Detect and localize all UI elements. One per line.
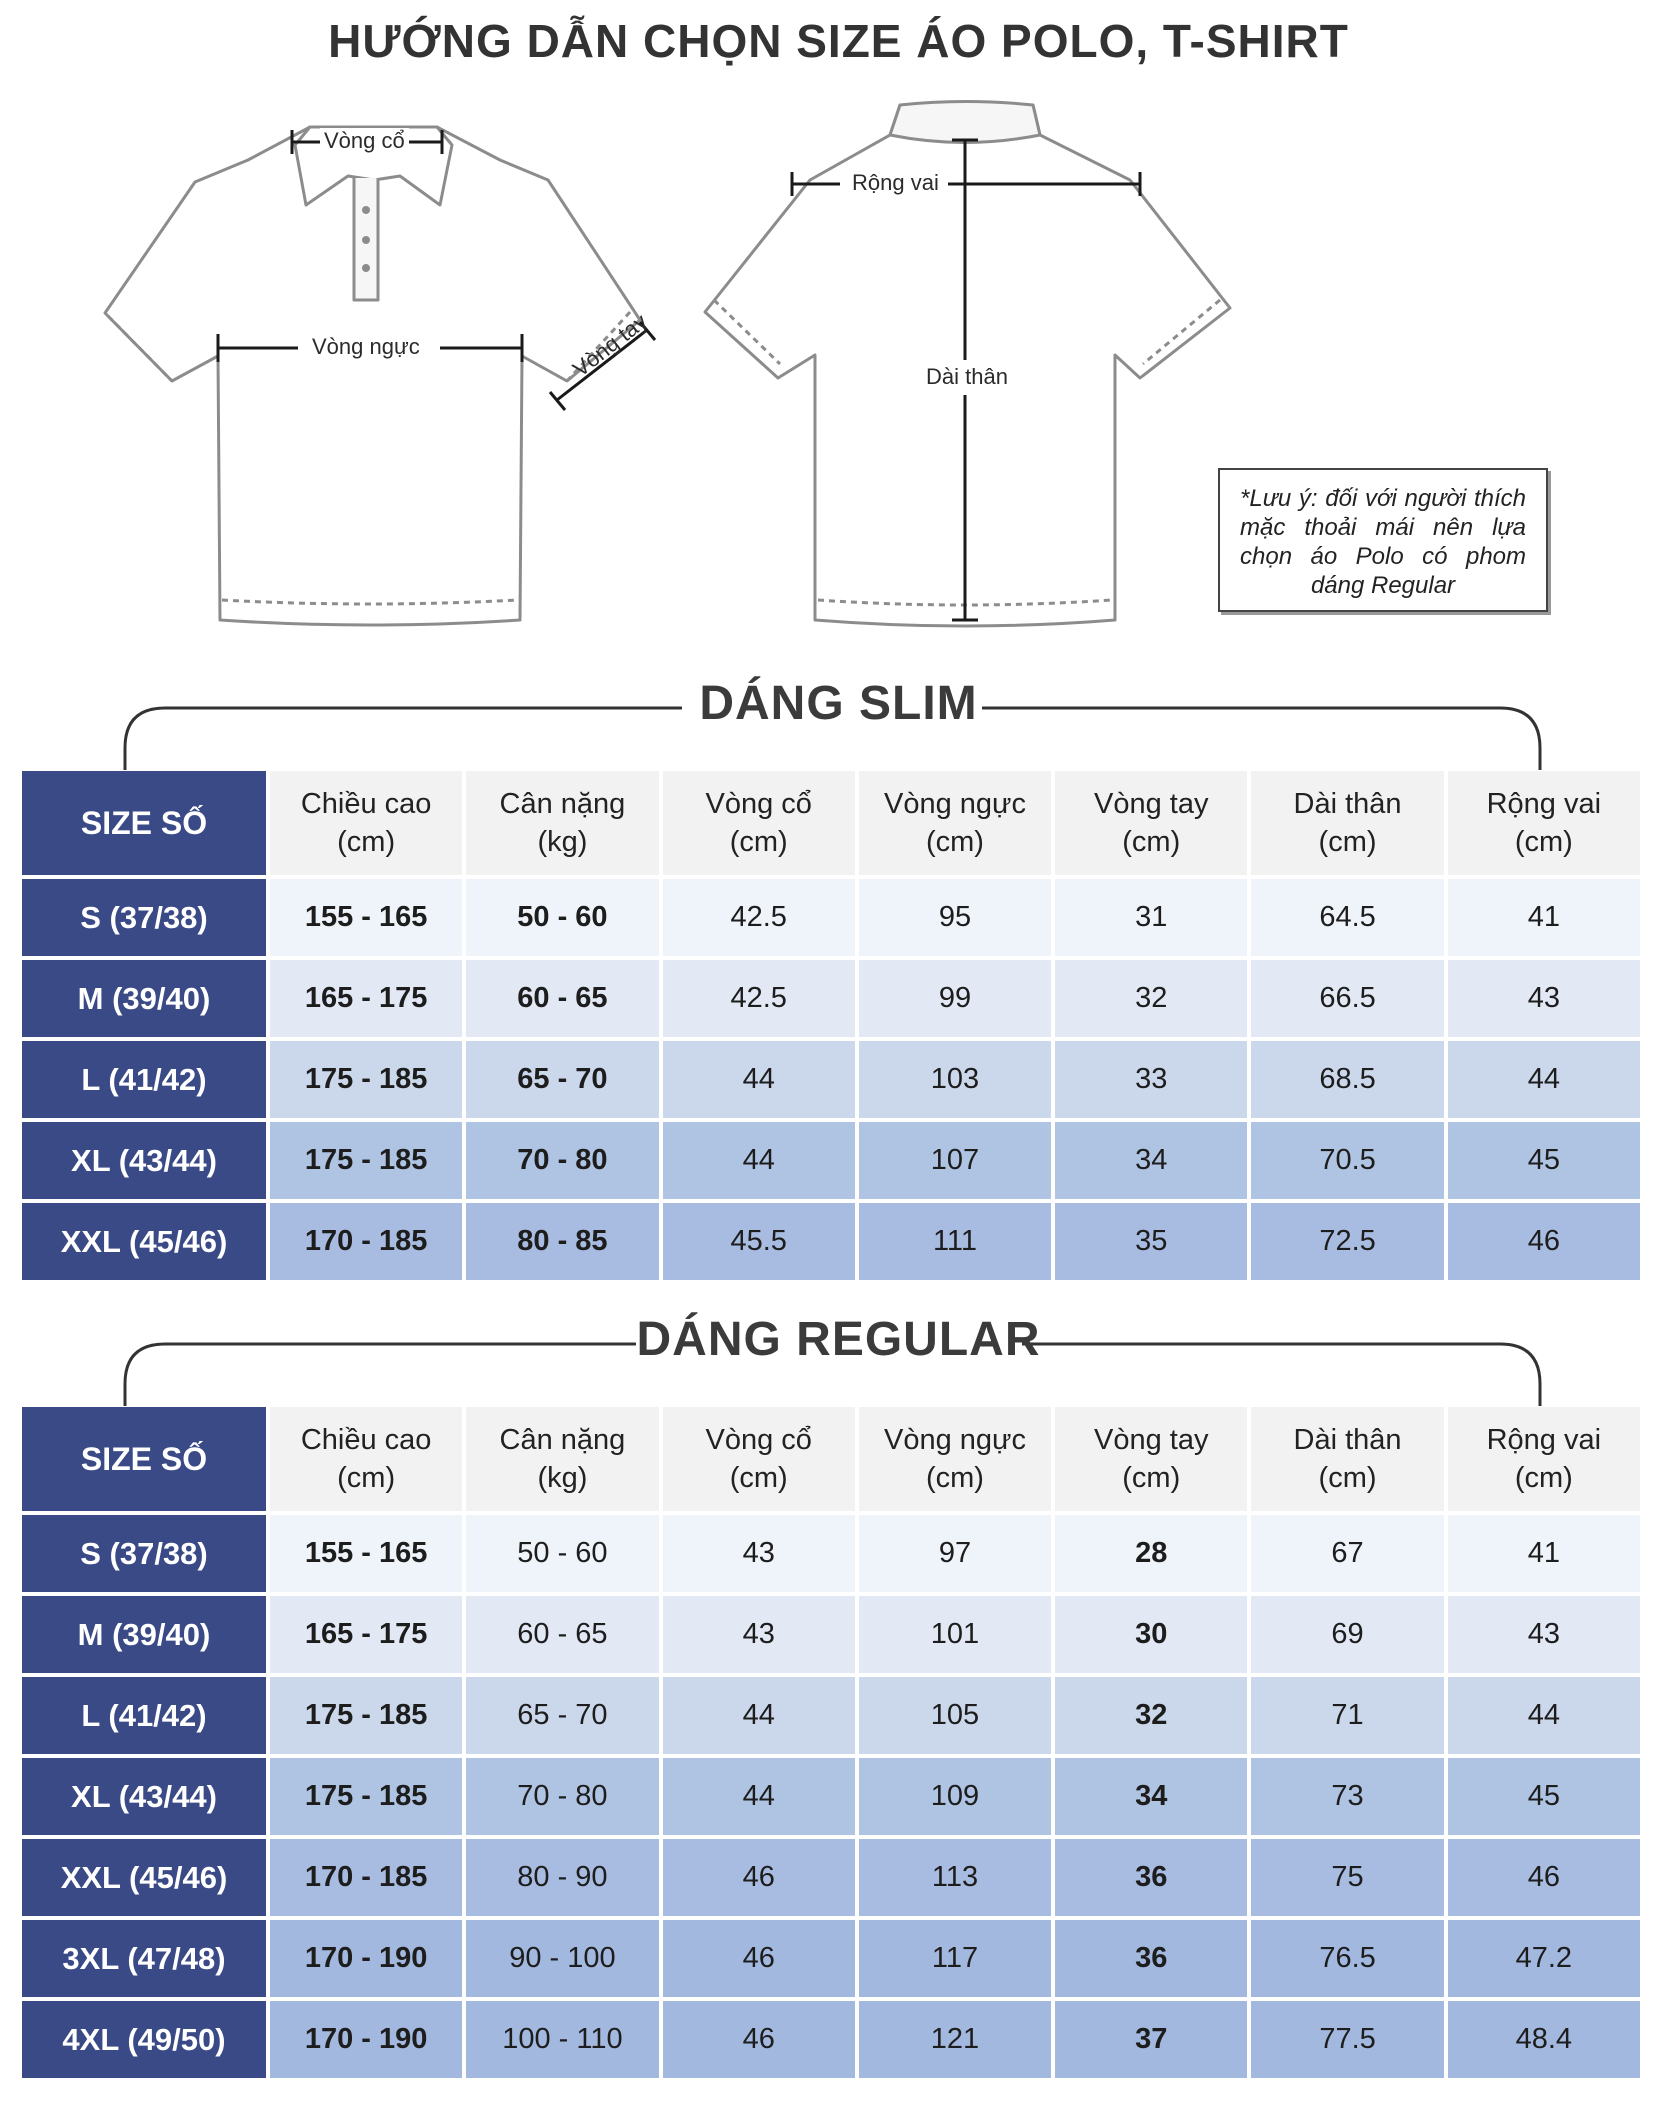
column-unit: (cm) [1318, 826, 1377, 858]
table-row [22, 2001, 1640, 2078]
table-row [22, 1677, 1640, 1754]
table-cell: 44 [663, 1677, 855, 1754]
table-cell: 80 - 85 [466, 1203, 658, 1280]
label-collar: Vòng cổ [320, 128, 409, 154]
table-cell: 105 [859, 1677, 1051, 1754]
table-cell: 103 [859, 1041, 1051, 1118]
column-name: Rộng vai [1486, 1424, 1602, 1456]
table-row [22, 1839, 1640, 1916]
table-cell: 46 [663, 1839, 855, 1916]
table-cell: 34 [1055, 1758, 1247, 1835]
column-unit: (cm) [1514, 1462, 1573, 1494]
column-header [1055, 1407, 1247, 1511]
column-name: Cân nặng [499, 1424, 626, 1456]
table-cell: 109 [859, 1758, 1051, 1835]
table-cell: 170 - 190 [270, 2001, 462, 2078]
size-label: L (41/42) [22, 1041, 266, 1118]
column-header [1448, 1407, 1640, 1511]
table-cell: 46 [663, 2001, 855, 2078]
table-cell: 175 - 185 [270, 1041, 462, 1118]
table-cell: 46 [663, 1920, 855, 1997]
column-name: Vòng tay [1094, 788, 1209, 820]
table-cell: 44 [663, 1758, 855, 1835]
size-label: XXL (45/46) [22, 1203, 266, 1280]
table-cell: 76.5 [1251, 1920, 1443, 1997]
size-label: XXL (45/46) [22, 1839, 266, 1916]
column-name: Rộng vai [1486, 788, 1602, 820]
size-label: S (37/38) [22, 879, 266, 956]
size-header: SIZE SỐ [22, 1407, 266, 1511]
column-header [1251, 1407, 1443, 1511]
table-cell: 68.5 [1251, 1041, 1443, 1118]
table-cell: 71 [1251, 1677, 1443, 1754]
table-cell: 113 [859, 1839, 1051, 1916]
table-cell: 36 [1055, 1839, 1247, 1916]
column-header [859, 771, 1051, 875]
table-cell: 165 - 175 [270, 1596, 462, 1673]
column-header [1055, 771, 1247, 875]
table-row [22, 1041, 1640, 1118]
column-unit: (cm) [1122, 826, 1181, 858]
table-cell: 65 - 70 [466, 1677, 658, 1754]
table-cell: 50 - 60 [466, 879, 658, 956]
table-cell: 73 [1251, 1758, 1443, 1835]
size-label: XL (43/44) [22, 1122, 266, 1199]
column-unit: (cm) [925, 1462, 984, 1494]
table-cell: 46 [1448, 1203, 1640, 1280]
table-cell: 43 [663, 1515, 855, 1592]
table-cell: 99 [859, 960, 1051, 1037]
table-cell: 101 [859, 1596, 1051, 1673]
table-cell: 35 [1055, 1203, 1247, 1280]
table-cell: 70 - 80 [466, 1122, 658, 1199]
size-header: SIZE SỐ [22, 771, 266, 875]
table-cell: 32 [1055, 960, 1247, 1037]
column-name: Vòng ngực [884, 1424, 1026, 1456]
column-header [859, 1407, 1051, 1511]
table-row [22, 1515, 1640, 1592]
size-label: S (37/38) [22, 1515, 266, 1592]
column-header [663, 771, 855, 875]
table-cell: 43 [1448, 960, 1640, 1037]
column-unit: (cm) [337, 1462, 396, 1494]
size-label: M (39/40) [22, 960, 266, 1037]
table-cell: 77.5 [1251, 2001, 1443, 2078]
label-sleeve: Vòng tay [568, 308, 652, 382]
table-cell: 121 [859, 2001, 1051, 2078]
column-name: Vòng tay [1094, 1424, 1209, 1456]
label-length: Dài thân [922, 364, 1012, 390]
table-cell: 117 [859, 1920, 1051, 1997]
table-cell: 43 [663, 1596, 855, 1673]
table-cell: 44 [663, 1041, 855, 1118]
regular-size-table [18, 1403, 1644, 2082]
table-cell: 42.5 [663, 960, 855, 1037]
table-cell: 33 [1055, 1041, 1247, 1118]
table-cell: 175 - 185 [270, 1122, 462, 1199]
table-cell: 72.5 [1251, 1203, 1443, 1280]
table-cell: 60 - 65 [466, 960, 658, 1037]
table-cell: 111 [859, 1203, 1051, 1280]
table-cell: 67 [1251, 1515, 1443, 1592]
column-name: Vòng cổ [705, 788, 812, 820]
size-label: 4XL (49/50) [22, 2001, 266, 2078]
column-name: Cân nặng [499, 788, 626, 820]
table-cell: 32 [1055, 1677, 1247, 1754]
table-cell: 45 [1448, 1122, 1640, 1199]
column-unit: (kg) [537, 1462, 588, 1494]
column-unit: (cm) [729, 1462, 788, 1494]
page-title: HƯỚNG DẪN CHỌN SIZE ÁO POLO, T-SHIRT [328, 15, 1349, 67]
table-cell: 155 - 165 [270, 1515, 462, 1592]
table-cell: 34 [1055, 1122, 1247, 1199]
column-header [663, 1407, 855, 1511]
table-cell: 175 - 185 [270, 1758, 462, 1835]
slim-title: DÁNG SLIM [699, 677, 978, 730]
column-unit: (cm) [1318, 1462, 1377, 1494]
table-row [22, 1758, 1640, 1835]
size-label: 3XL (47/48) [22, 1920, 266, 1997]
back-collar [890, 102, 1040, 143]
size-label: M (39/40) [22, 1596, 266, 1673]
table-cell: 80 - 90 [466, 1839, 658, 1916]
table-row [22, 1203, 1640, 1280]
table-cell: 45 [1448, 1758, 1640, 1835]
column-name: Chiều cao [300, 788, 432, 820]
column-header [1448, 771, 1640, 875]
column-unit: (cm) [1122, 1462, 1181, 1494]
label-shoulder: Rộng vai [846, 170, 945, 196]
column-header [466, 1407, 658, 1511]
table-cell: 43 [1448, 1596, 1640, 1673]
column-unit: (cm) [337, 826, 396, 858]
table-row [22, 1122, 1640, 1199]
regular-title: DÁNG REGULAR [636, 1313, 1041, 1366]
column-header [466, 771, 658, 875]
table-cell: 100 - 110 [466, 2001, 658, 2078]
table-cell: 64.5 [1251, 879, 1443, 956]
table-cell: 45.5 [663, 1203, 855, 1280]
table-cell: 66.5 [1251, 960, 1443, 1037]
table-cell: 70 - 80 [466, 1758, 658, 1835]
column-header [1251, 771, 1443, 875]
table-cell: 28 [1055, 1515, 1247, 1592]
table-cell: 41 [1448, 1515, 1640, 1592]
table-cell: 170 - 190 [270, 1920, 462, 1997]
column-unit: (cm) [1514, 826, 1573, 858]
table-row [22, 879, 1640, 956]
table-cell: 60 - 65 [466, 1596, 658, 1673]
slim-size-table [18, 767, 1644, 1284]
column-unit: (kg) [537, 826, 588, 858]
table-cell: 165 - 175 [270, 960, 462, 1037]
column-name: Vòng cổ [705, 1424, 812, 1456]
table-cell: 44 [1448, 1041, 1640, 1118]
table-cell: 44 [663, 1122, 855, 1199]
table-cell: 155 - 165 [270, 879, 462, 956]
table-cell: 107 [859, 1122, 1051, 1199]
column-unit: (cm) [729, 826, 788, 858]
table-cell: 44 [1448, 1677, 1640, 1754]
table-cell: 75 [1251, 1839, 1443, 1916]
table-cell: 170 - 185 [270, 1203, 462, 1280]
table-cell: 170 - 185 [270, 1839, 462, 1916]
size-label: L (41/42) [22, 1677, 266, 1754]
table-cell: 42.5 [663, 879, 855, 956]
table-cell: 48.4 [1448, 2001, 1640, 2078]
column-name: Vòng ngực [884, 788, 1026, 820]
table-cell: 36 [1055, 1920, 1247, 1997]
table-cell: 70.5 [1251, 1122, 1443, 1199]
table-cell: 31 [1055, 879, 1247, 956]
table-cell: 47.2 [1448, 1920, 1640, 1997]
table-row [22, 1920, 1640, 1997]
table-cell: 37 [1055, 2001, 1247, 2078]
table-row [22, 960, 1640, 1037]
table-cell: 69 [1251, 1596, 1443, 1673]
column-header [270, 1407, 462, 1511]
note-box: *Lưu ý: đối với người thích mặc thoải mái nên lựa chọn áo Polo có phom dáng Regular [1218, 468, 1548, 612]
column-name: Dài thân [1293, 1424, 1402, 1456]
size-label: XL (43/44) [22, 1758, 266, 1835]
column-unit: (cm) [925, 826, 984, 858]
table-cell: 46 [1448, 1839, 1640, 1916]
table-row [22, 1596, 1640, 1673]
table-cell: 175 - 185 [270, 1677, 462, 1754]
table-cell: 90 - 100 [466, 1920, 658, 1997]
table-cell: 95 [859, 879, 1051, 956]
table-cell: 41 [1448, 879, 1640, 956]
table-cell: 30 [1055, 1596, 1247, 1673]
column-name: Chiều cao [300, 1424, 432, 1456]
table-cell: 65 - 70 [466, 1041, 658, 1118]
label-chest: Vòng ngực [306, 334, 426, 360]
column-name: Dài thân [1293, 788, 1402, 820]
column-header [270, 771, 462, 875]
table-cell: 97 [859, 1515, 1051, 1592]
table-cell: 50 - 60 [466, 1515, 658, 1592]
